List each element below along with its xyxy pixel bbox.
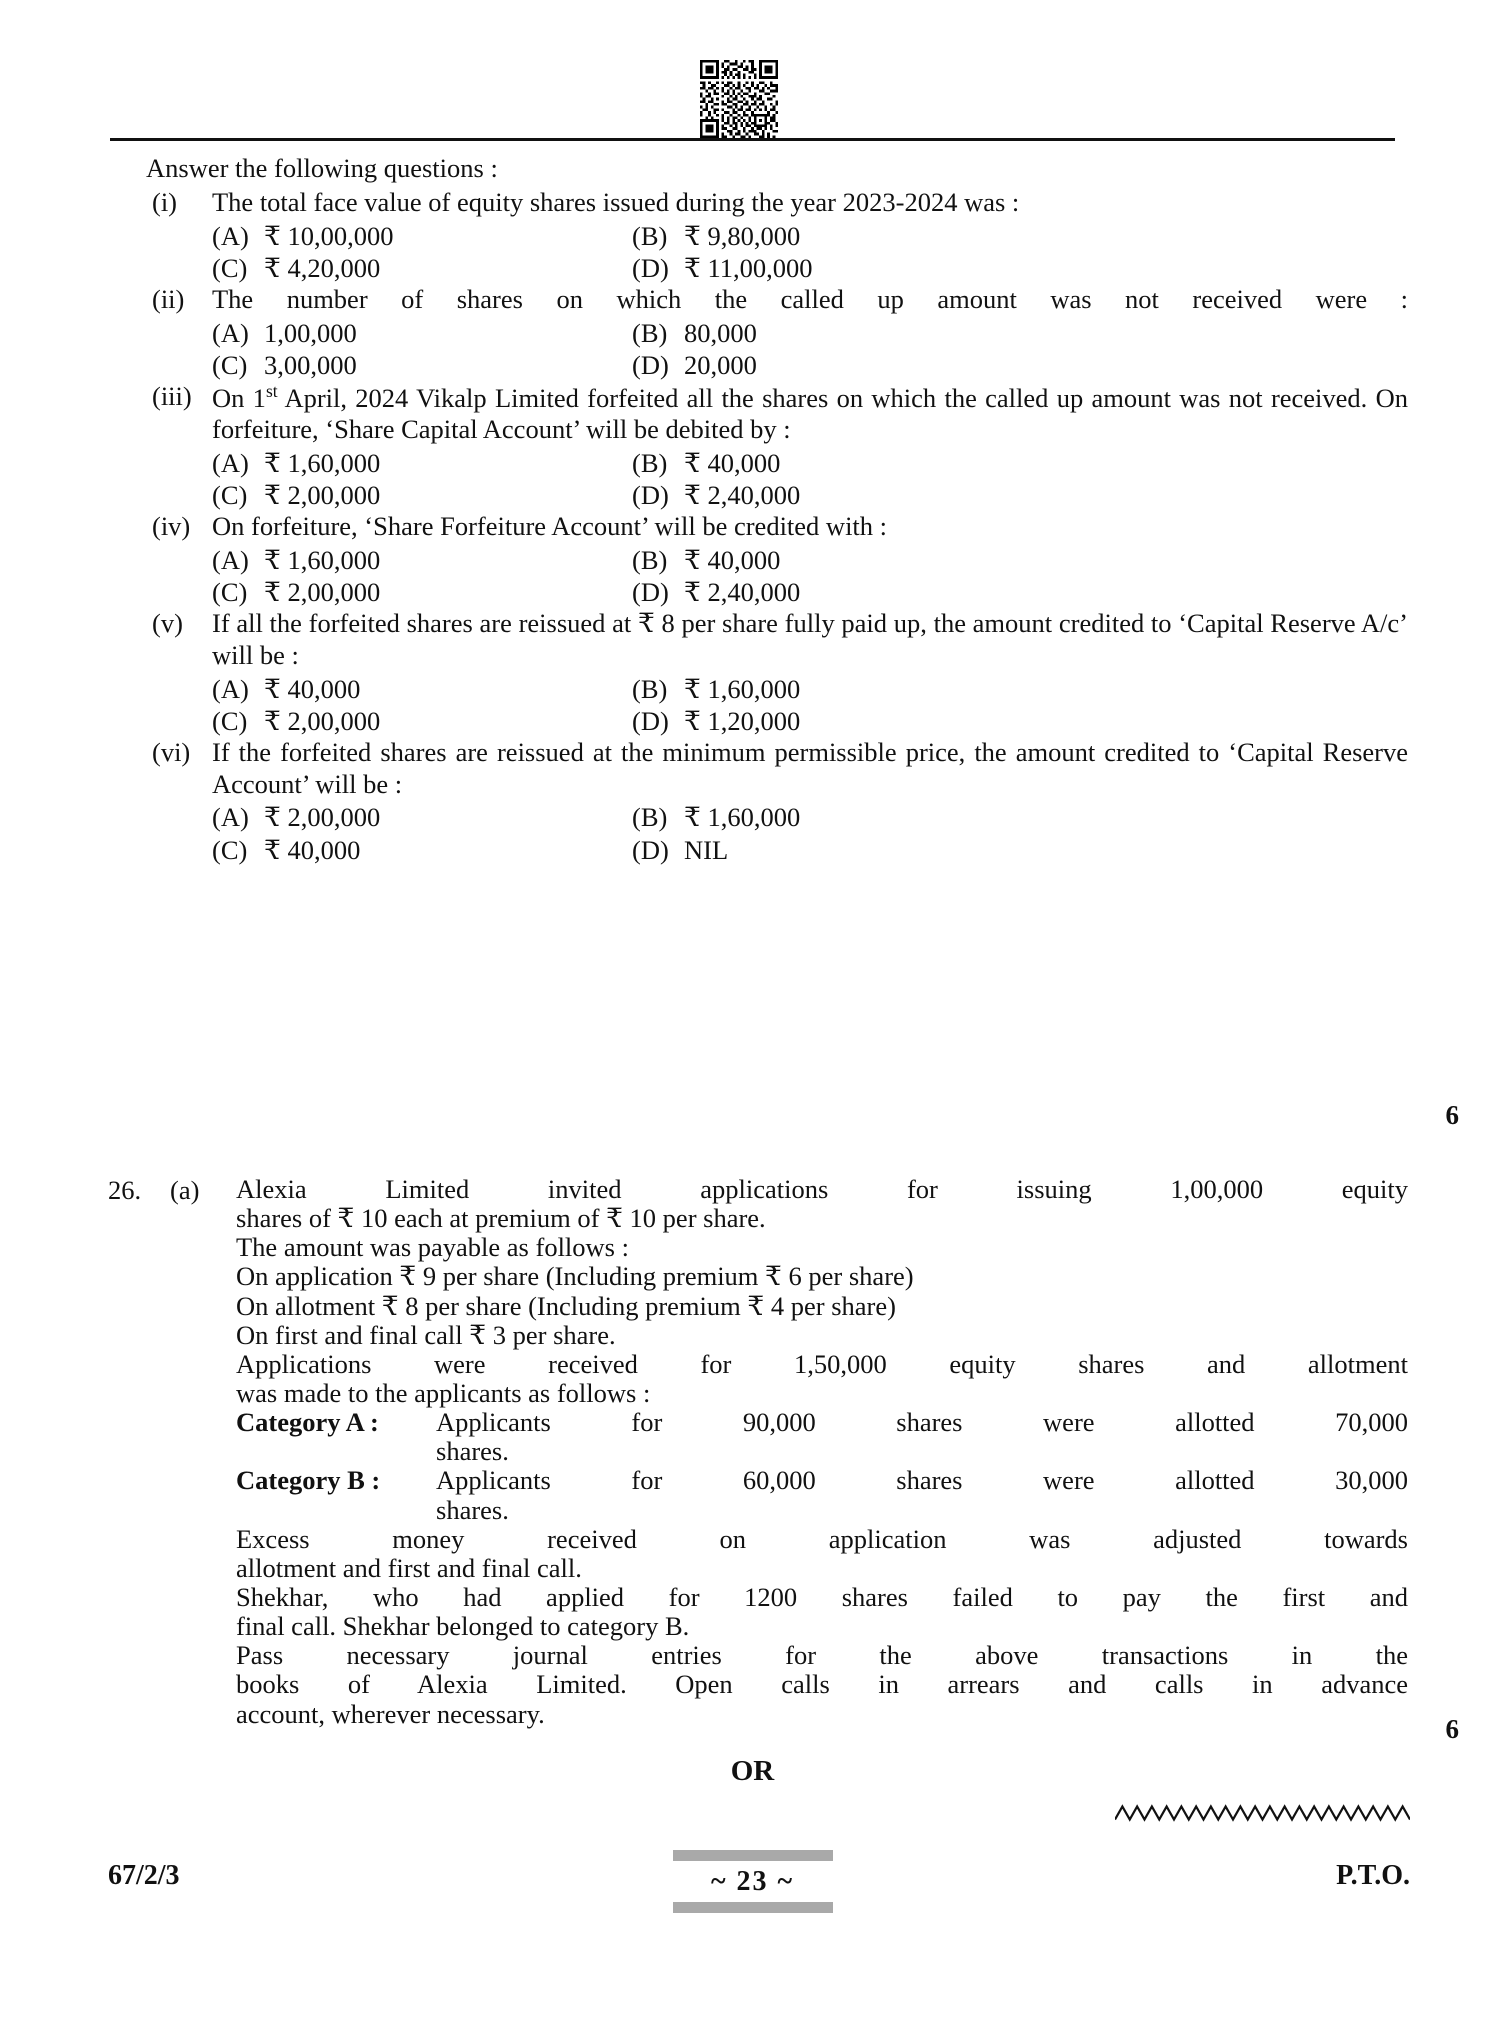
option-value: 3,00,000 (264, 349, 357, 380)
mcq-item-vi (146, 737, 1408, 866)
page-bar-bottom (673, 1902, 833, 1913)
mcq-option-a[interactable] (212, 801, 632, 833)
category-a-continuation: shares. (436, 1436, 509, 1467)
option-value: ₹ 1,60,000 (684, 802, 801, 833)
option-label: (B) (632, 673, 668, 704)
page-number-block (673, 1850, 833, 1913)
option-value: ₹ 10,00,000 (264, 220, 394, 251)
mcq-marker: (iv) (152, 511, 191, 542)
category-a-text: Applicants for 90,000 shares were allotted 70,000 (436, 1407, 1408, 1438)
option-value: ₹ 11,00,000 (684, 252, 813, 283)
mcq-marker: (ii) (152, 283, 185, 314)
option-value: NIL (684, 834, 729, 865)
header-divider (110, 138, 1395, 141)
mcq-option-c[interactable] (212, 834, 632, 866)
mcq-text-pre: On 1 (212, 382, 266, 413)
mcq-item-v (146, 608, 1408, 737)
mcq-marker: (vi) (152, 736, 191, 767)
option-value: ₹ 2,00,000 (264, 802, 381, 833)
mcq-text-post: April, 2024 Vikalp Limited forfeited all the shares on which the called up amount was not received. On forfeiture, ‘Share Capital Account’ will be debited by : (212, 382, 1408, 445)
option-label: (D) (632, 577, 669, 608)
option-label: (D) (632, 349, 669, 380)
pto-label: P.T.O. (1336, 1860, 1410, 1891)
option-value: 20,000 (684, 349, 757, 380)
mcq-option-b[interactable] (632, 317, 1408, 349)
option-value: 80,000 (684, 317, 757, 348)
option-value: ₹ 2,40,000 (684, 577, 801, 608)
question-subpart: (a) (170, 1175, 200, 1205)
q26-line-11: Shekhar, who had applied for 1200 shares failed to pay the first and (236, 1581, 1408, 1612)
option-value: ₹ 40,000 (684, 448, 781, 479)
mcq-options (212, 673, 1408, 737)
mcq-marker: (iii) (152, 380, 192, 411)
option-value: ₹ 1,60,000 (264, 448, 381, 479)
mcq-options (212, 801, 1408, 865)
squiggle-divider-icon (1115, 1800, 1410, 1826)
mcq-options (212, 317, 1408, 381)
option-label: (C) (212, 480, 248, 511)
mcq-option-a[interactable] (212, 673, 632, 705)
mcq-item-ii (146, 284, 1408, 381)
page-footer (0, 1850, 1505, 1920)
mcq-option-c[interactable] (212, 479, 632, 511)
paper-code: 67/2/3 (108, 1860, 180, 1891)
option-label: (D) (632, 252, 669, 283)
mcq-marker: (v) (152, 608, 183, 639)
mcq-question-text: If all the forfeited shares are reissued at ₹ 8 per share fully paid up, the amount credited to ‘Capital Reserve A/c’ will be : (212, 608, 1408, 670)
page-number: ~ 23 ~ (710, 1866, 795, 1897)
option-label: (B) (632, 220, 668, 251)
mcq-option-c[interactable] (212, 349, 632, 381)
mcq-options (212, 544, 1408, 608)
ordinal-suffix: st (265, 380, 278, 401)
mcq-option-d[interactable] (632, 576, 1408, 608)
mcq-item-iii (146, 381, 1408, 512)
mcq-option-d[interactable] (632, 479, 1408, 511)
q26-line-10: allotment and first and final call. (236, 1552, 582, 1583)
mcq-option-a[interactable] (212, 447, 632, 479)
option-label: (C) (212, 834, 248, 865)
category-b-text: Applicants for 60,000 shares were allotted 30,000 (436, 1465, 1408, 1496)
mcq-option-d[interactable] (632, 252, 1408, 284)
option-label: (B) (632, 802, 668, 833)
option-value: ₹ 9,80,000 (684, 220, 801, 251)
option-label: (C) (212, 252, 248, 283)
q26-line-6: On first and final call ₹ 3 per share. (236, 1319, 616, 1350)
mcq-question-text: The total face value of equity shares issued during the year 2023-2024 was : (212, 186, 1020, 217)
mcq-option-d[interactable] (632, 705, 1408, 737)
category-a-label: Category A : (236, 1407, 379, 1438)
mcq-options (212, 447, 1408, 511)
q26-line-9: Excess money received on application was adjusted towards (236, 1523, 1408, 1554)
mcq-item-i (146, 187, 1408, 284)
marks-question-26: 6 (1445, 1714, 1459, 1744)
option-label: (B) (632, 545, 668, 576)
q26-line-12: final call. Shekhar belonged to category B. (236, 1611, 690, 1642)
option-label: (C) (212, 705, 248, 736)
mcq-option-b[interactable] (632, 673, 1408, 705)
option-label: (A) (212, 448, 249, 479)
option-value: ₹ 2,00,000 (264, 577, 381, 608)
mcq-question-text (212, 381, 1408, 446)
qr-code-icon (700, 60, 778, 138)
option-value: ₹ 1,60,000 (264, 545, 381, 576)
option-value: 1,00,000 (264, 317, 357, 348)
category-b-label: Category B : (236, 1465, 381, 1496)
mcq-marker: (i) (152, 186, 178, 217)
question-26 (108, 1175, 1408, 1729)
option-value: ₹ 1,60,000 (684, 673, 801, 704)
mcq-question-text: The number of shares on which the called up amount was not received were : (212, 283, 1408, 314)
q26-line-15: account, wherever necessary. (236, 1698, 545, 1729)
mcq-option-c[interactable] (212, 576, 632, 608)
mcq-item-iv (146, 511, 1408, 608)
question-number: 26. (108, 1175, 142, 1205)
marks-mcq: 6 (1445, 1100, 1459, 1130)
q26-line-13: Pass necessary journal entries for the above transactions in the (236, 1640, 1408, 1671)
q26-line-2: shares of ₹ 10 each at premium of ₹ 10 per share. (236, 1203, 766, 1234)
mcq-question-text: On forfeiture, ‘Share Forfeiture Account’ will be credited with : (212, 511, 888, 542)
category-b-row (236, 1466, 1408, 1495)
q26-line-8: was made to the applicants as follows : (236, 1377, 651, 1408)
option-label: (D) (632, 480, 669, 511)
option-value: ₹ 40,000 (264, 834, 361, 865)
category-a-row (236, 1408, 1408, 1437)
option-value: ₹ 4,20,000 (264, 252, 381, 283)
mcq-option-c[interactable] (212, 705, 632, 737)
option-label: (A) (212, 802, 249, 833)
or-separator: OR (730, 1755, 775, 1787)
option-label: (D) (632, 705, 669, 736)
page-bar-top (673, 1850, 833, 1861)
mcq-option-a[interactable] (212, 544, 632, 576)
q26-line-3: The amount was payable as follows : (236, 1232, 629, 1263)
mcq-option-b[interactable] (632, 801, 1408, 833)
mcq-option-d[interactable] (632, 349, 1408, 381)
mcq-option-a[interactable] (212, 317, 632, 349)
mcq-lead-in: Answer the following questions : (146, 153, 498, 183)
option-label: (C) (212, 577, 248, 608)
mcq-options (212, 220, 1408, 284)
option-value: ₹ 40,000 (264, 673, 361, 704)
option-label: (D) (632, 834, 669, 865)
q26-line-14: books of Alexia Limited. Open calls in arrears and calls in advance (236, 1669, 1408, 1700)
option-value: ₹ 1,20,000 (684, 705, 801, 736)
option-label: (A) (212, 317, 249, 348)
option-value: ₹ 2,00,000 (264, 480, 381, 511)
option-label: (A) (212, 220, 249, 251)
option-value: ₹ 40,000 (684, 545, 781, 576)
mcq-option-b[interactable] (632, 447, 1408, 479)
option-label: (A) (212, 545, 249, 576)
mcq-option-c[interactable] (212, 252, 632, 284)
category-b-continuation: shares. (436, 1494, 509, 1525)
option-label: (A) (212, 673, 249, 704)
q26-line-4: On application ₹ 9 per share (Including premium ₹ 6 per share) (236, 1261, 914, 1292)
q26-line-1: Alexia Limited invited applications for issuing 1,00,000 equity (236, 1174, 1408, 1204)
mcq-option-b[interactable] (632, 544, 1408, 576)
option-label: (B) (632, 448, 668, 479)
question-content (108, 152, 1408, 866)
q26-line-5: On allotment ₹ 8 per share (Including premium ₹ 4 per share) (236, 1290, 896, 1321)
mcq-option-a[interactable] (212, 220, 632, 252)
option-value: ₹ 2,00,000 (264, 705, 381, 736)
option-label: (B) (632, 317, 668, 348)
mcq-option-d[interactable] (632, 834, 1408, 866)
option-value: ₹ 2,40,000 (684, 480, 801, 511)
mcq-question-text: If the forfeited shares are reissued at the minimum permissible price, the amount credited to ‘Capital Reserve Account’ will be : (212, 736, 1408, 799)
option-label: (C) (212, 349, 248, 380)
q26-line-7: Applications were received for 1,50,000 equity shares and allotment (236, 1348, 1408, 1379)
mcq-option-b[interactable] (632, 220, 1408, 252)
